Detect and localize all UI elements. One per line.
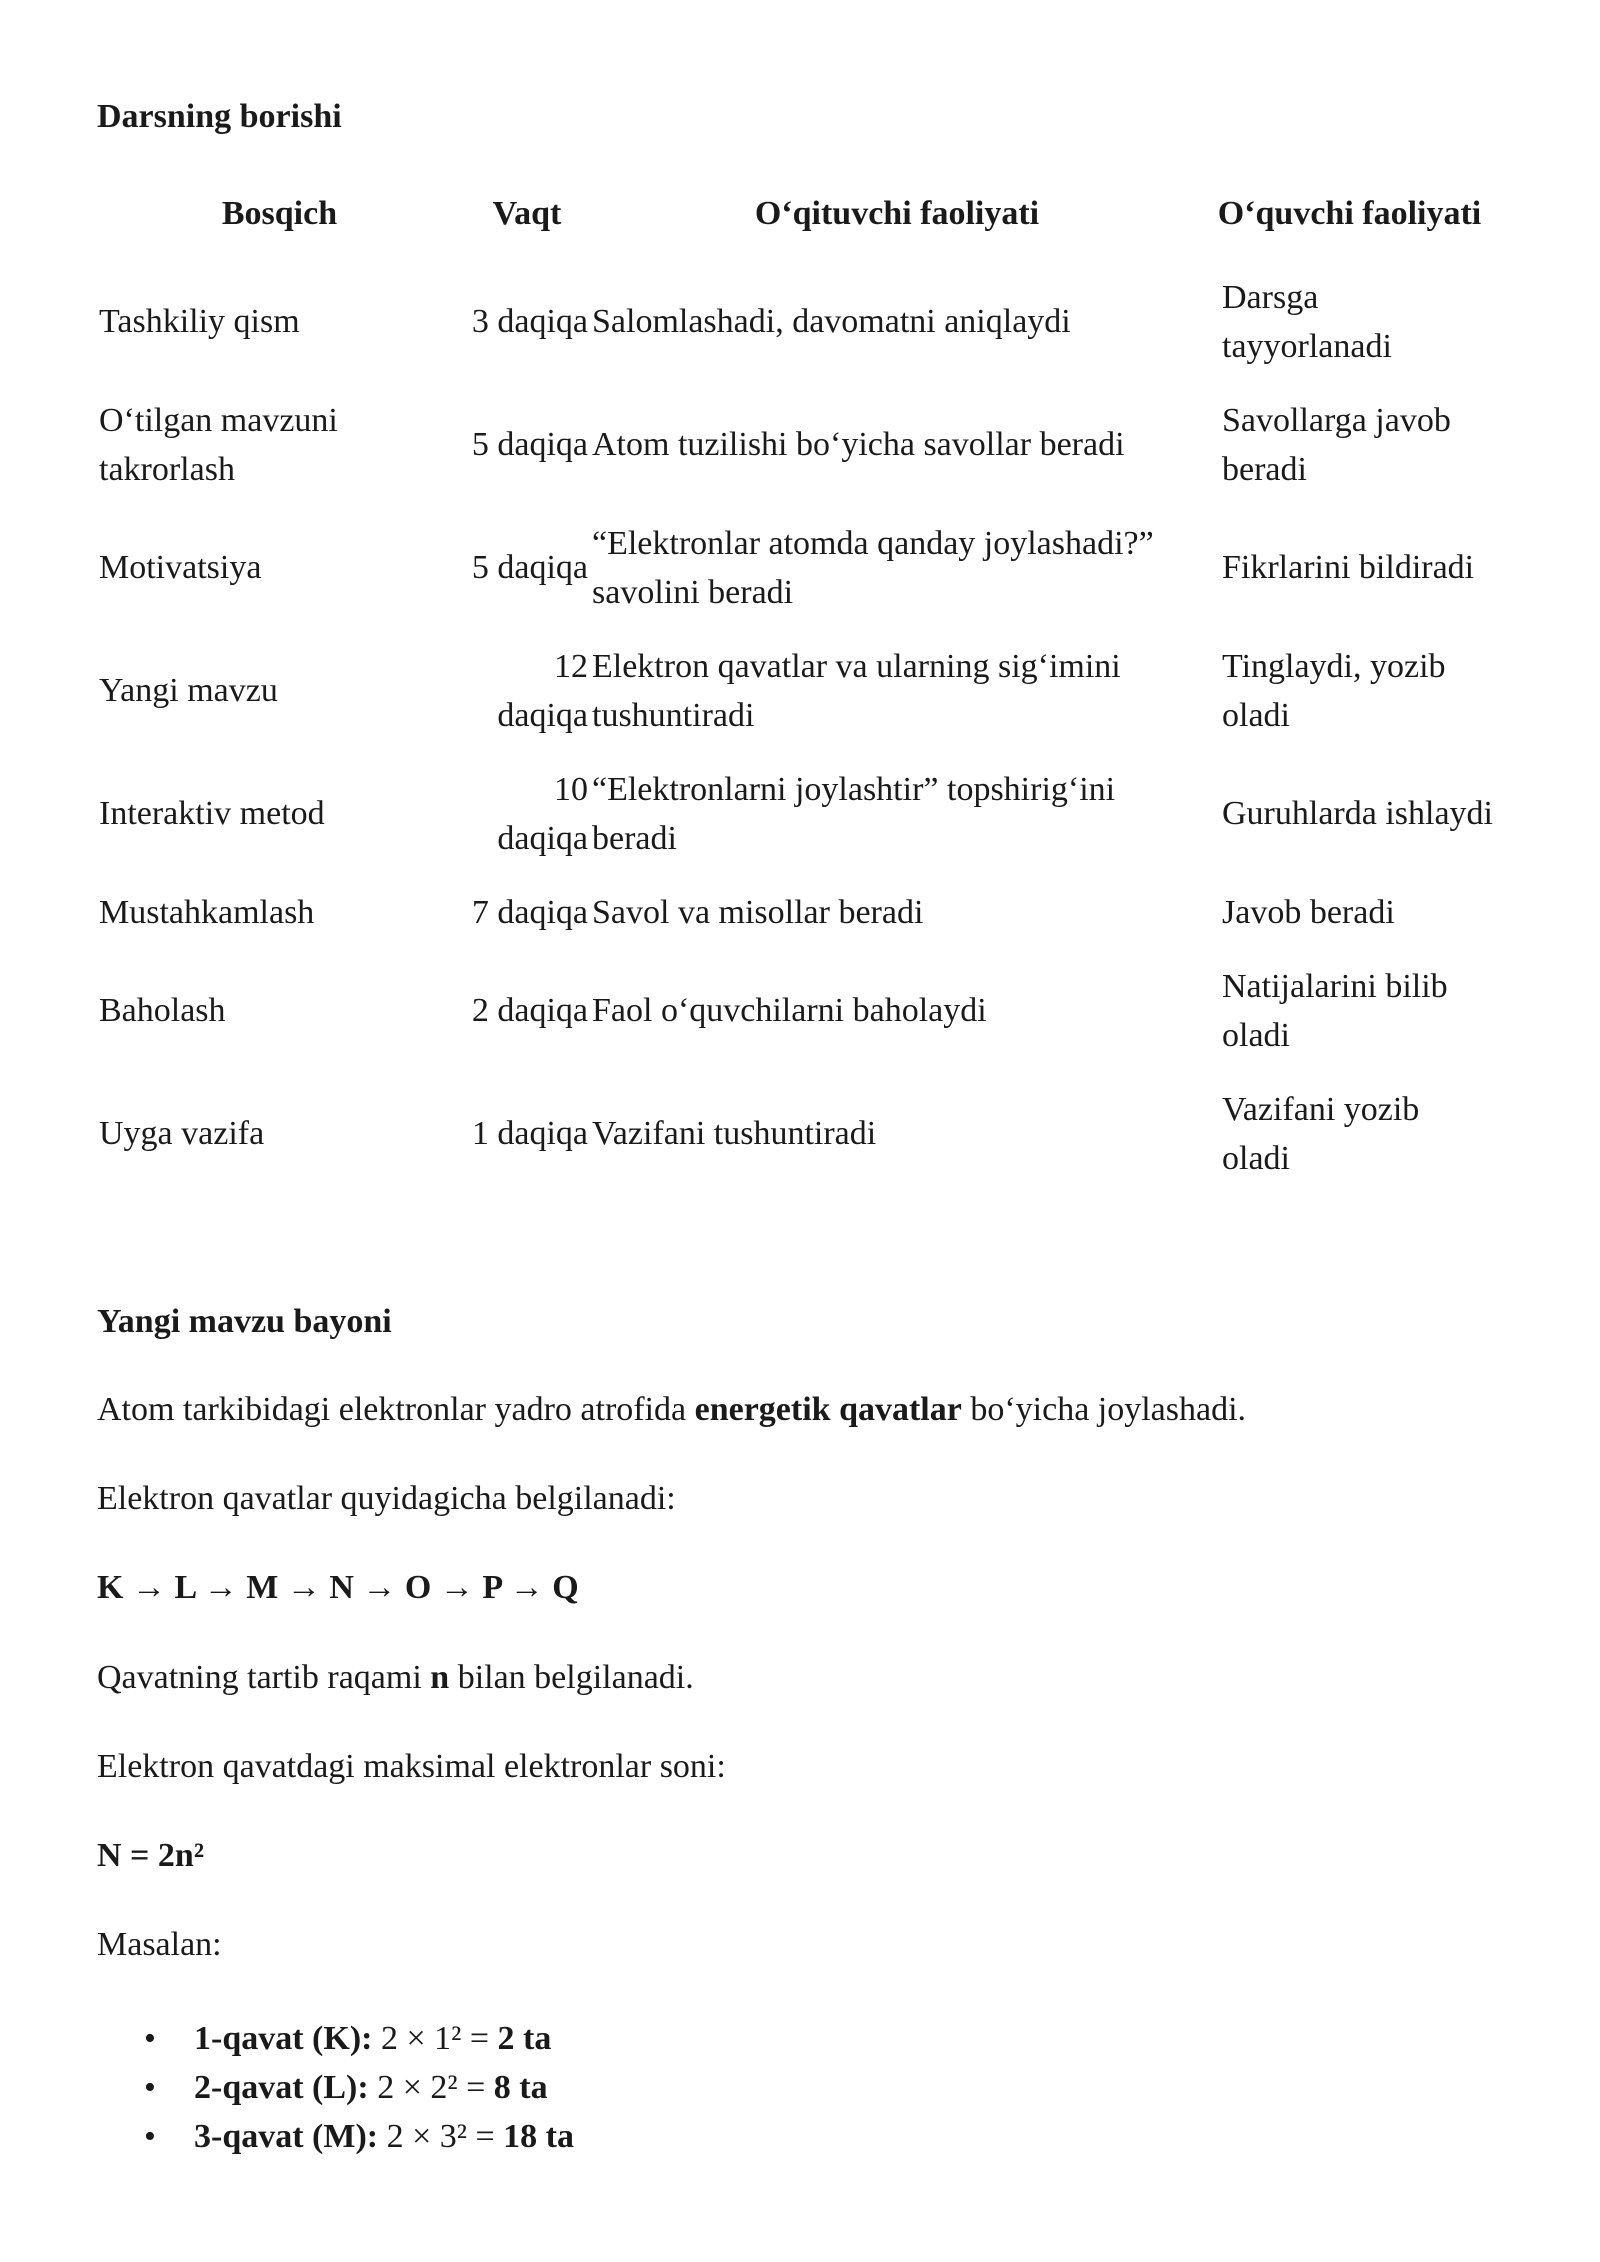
time-cell: 12 daqiqa	[497, 647, 588, 734]
intro-paragraph	[97, 1385, 1480, 1434]
shell-number-paragraph	[97, 1653, 1480, 1702]
stage-cell: O‘tilgan mavzuni takrorlash	[99, 401, 338, 488]
example-expression: 2 × 1² =	[372, 2019, 498, 2057]
example-result: 18 ta	[503, 2118, 574, 2156]
lesson-flow-section	[97, 179, 1493, 1195]
time-cell: 5 daqiqa	[471, 549, 588, 587]
student-activity-cell: Tinglaydi, yozib oladi	[1222, 647, 1446, 734]
stage-cell: Baholash	[99, 992, 226, 1030]
column-header-teacher-activity: O‘qituvchi faoliyati	[754, 195, 1040, 233]
time-cell: 1 daqiqa	[471, 1115, 588, 1153]
example-intro: Masalan:	[97, 1926, 222, 1964]
intro-text-end: bo‘yicha joylashadi.	[961, 1390, 1247, 1428]
shell-notation-paragraph: Elektron qavatlar quyidagicha belgilanadi:	[97, 1479, 676, 1517]
stage-cell: Mustahkamlash	[99, 893, 315, 931]
student-activity-cell: Natijalarini bilib oladi	[1222, 967, 1448, 1054]
capacity-formula: N = 2n²	[97, 1837, 205, 1875]
time-cell: 2 daqiqa	[471, 992, 588, 1030]
shell-number-text-start: Qavatning tartib raqami	[97, 1658, 431, 1696]
column-header-student-activity: O‘quvchi faoliyati	[1217, 195, 1482, 233]
example-list	[97, 2014, 1480, 2162]
teacher-activity-cell: Vazifani tushuntiradi	[592, 1115, 877, 1153]
example-label: 1-qavat (K):	[194, 2019, 373, 2057]
teacher-activity-cell: “Elektronlar atomda qanday joylashadi?” savolini beradi	[592, 524, 1154, 611]
student-activity-cell: Fikrlarini bildiradi	[1222, 549, 1475, 587]
stage-cell: Interaktiv metod	[99, 795, 325, 833]
time-cell: 5 daqiqa	[471, 426, 588, 464]
example-result: 2 ta	[497, 2019, 552, 2057]
example-label: 3-qavat (M):	[194, 2118, 379, 2156]
time-cell: 7 daqiqa	[471, 893, 588, 931]
new-topic-section	[97, 1300, 1480, 2161]
intro-text-start: Atom tarkibidagi elektronlar yadro atrofida	[97, 1390, 695, 1428]
table-row	[97, 949, 1497, 1072]
time-cell: 10 daqiqa	[497, 770, 588, 857]
new-topic-heading: Yangi mavzu bayoni	[97, 1303, 392, 1341]
teacher-activity-cell: Faol o‘quvchilarni baholaydi	[592, 992, 987, 1030]
lesson-flow-table	[97, 179, 1497, 1195]
table-row	[97, 752, 1497, 875]
column-header-stage: Bosqich	[221, 195, 338, 233]
teacher-activity-cell: Savol va misollar beradi	[592, 893, 924, 931]
list-item	[194, 2112, 1480, 2161]
stage-cell: Tashkiliy qism	[99, 303, 300, 341]
table-row	[97, 1072, 1497, 1195]
student-activity-cell: Vazifani yozib oladi	[1222, 1090, 1420, 1177]
table-row	[97, 629, 1497, 752]
max-electrons-paragraph: Elektron qavatdagi maksimal elektronlar soni:	[97, 1747, 726, 1785]
student-activity-cell: Javob beradi	[1222, 893, 1395, 931]
stage-cell: Yangi mavzu	[99, 672, 278, 710]
intro-text-emphasis: energetik qavatlar	[694, 1390, 962, 1428]
student-activity-cell: Guruhlarda ishlaydi	[1222, 795, 1493, 833]
shell-sequence: K → L → M → N → O → P → Q	[97, 1569, 579, 1607]
list-item	[194, 2014, 1480, 2063]
column-header-time: Vaqt	[492, 195, 562, 233]
example-result: 8 ta	[493, 2069, 548, 2107]
shell-number-text-end: bilan belgilanadi.	[449, 1658, 694, 1696]
list-item	[194, 2063, 1480, 2112]
table-row	[97, 383, 1497, 506]
teacher-activity-cell: Atom tuzilishi bo‘yicha savollar beradi	[592, 426, 1125, 464]
teacher-activity-cell: Elektron qavatlar va ularning sig‘imini tushuntiradi	[592, 647, 1121, 734]
table-header-row	[97, 179, 1497, 260]
stage-cell: Uyga vazifa	[99, 1115, 265, 1153]
teacher-activity-cell: “Elektronlarni joylashtir” topshirig‘ini beradi	[592, 770, 1116, 857]
example-expression: 2 × 3² =	[378, 2118, 504, 2156]
stage-cell: Motivatsiya	[99, 549, 262, 587]
student-activity-cell: Darsga tayyorlanadi	[1222, 278, 1392, 365]
example-label: 2-qavat (L):	[194, 2069, 369, 2107]
table-row	[97, 875, 1497, 949]
table-row	[97, 506, 1497, 629]
example-expression: 2 × 2² =	[368, 2069, 494, 2107]
shell-number-variable: n	[430, 1658, 450, 1696]
lesson-flow-heading: Darsning borishi	[97, 98, 342, 135]
time-cell: 3 daqiqa	[471, 303, 588, 341]
teacher-activity-cell: Salomlashadi, davomatni aniqlaydi	[592, 303, 1071, 341]
table-row	[97, 260, 1497, 383]
student-activity-cell: Savollarga javob beradi	[1222, 401, 1451, 488]
